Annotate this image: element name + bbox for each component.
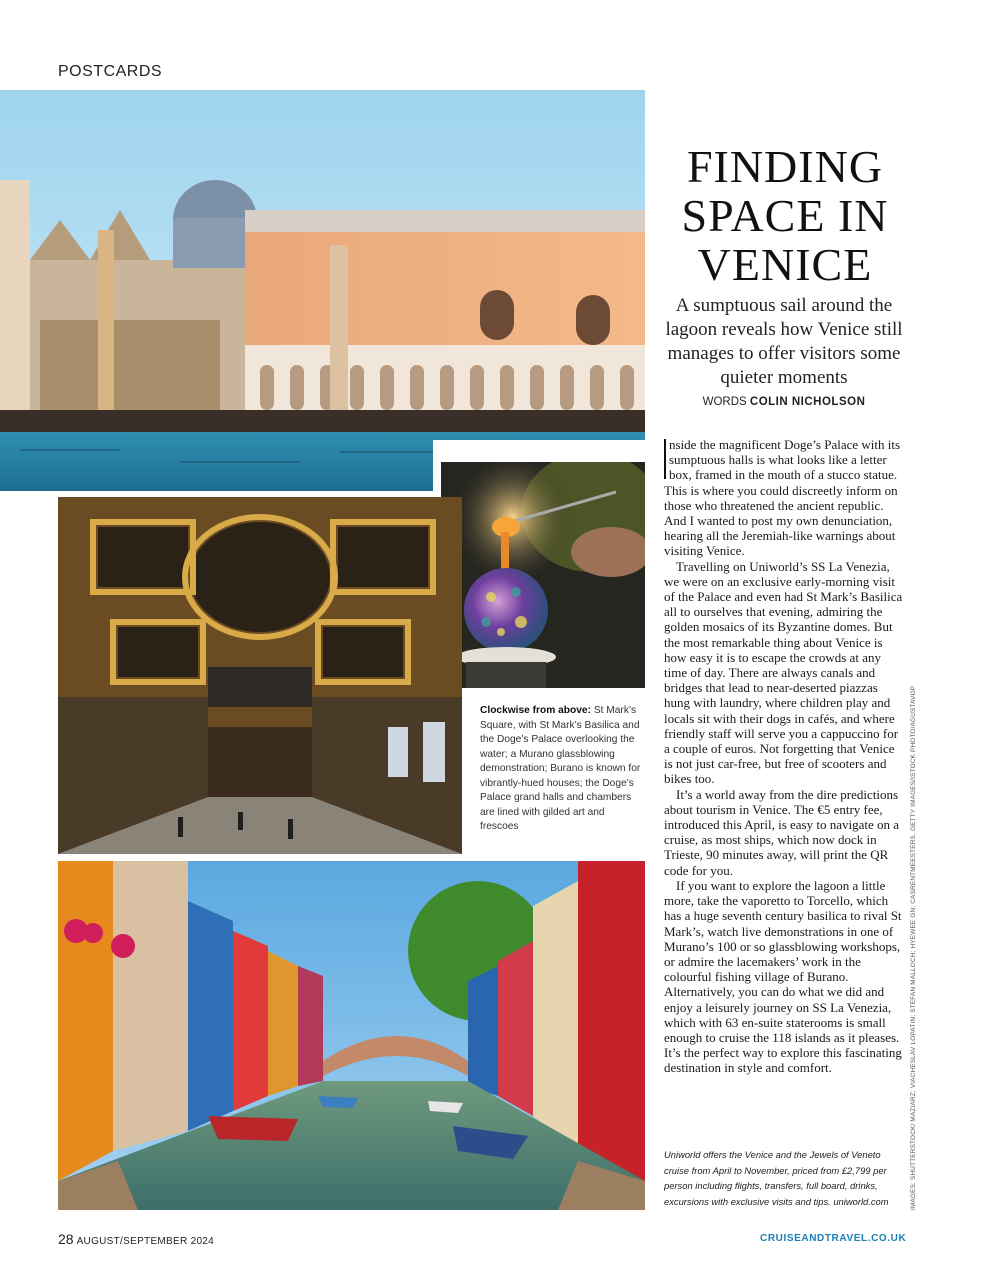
website-link[interactable]: CRUISEANDTRAVEL.CO.UK: [760, 1233, 907, 1244]
image-credits-text: IMAGES: SHUTTERSTOCK/ MAZIARZ; VIACHESLAV LOPATIN; STEFAN MALLOCH; HYEWEE GN; CASRENTMEESTERS, GETTY IMAGES/ISTOCK PHOTO/AGUSTAVOP: [910, 685, 917, 1210]
headline-line-1: FINDING: [686, 141, 884, 192]
headline-line-3: VENICE: [697, 239, 873, 290]
photo-caption: [480, 704, 644, 835]
page-number: 28: [58, 1231, 74, 1247]
body-paragraph-3: It’s a world away from the dire predictions about tourism in Venice. The €5 entry fee, introduced this April, is easy to navigate on a cruise, as most ships, which now dock in Trieste, 90 minutes away, will print the QR code for you.: [664, 786, 900, 878]
image-credits: [902, 685, 922, 1210]
caption-heading: Clockwise from above:: [480, 705, 591, 716]
photo-murano-glassblowing: [441, 462, 645, 688]
photo-burano-canal: [58, 861, 645, 1210]
body-paragraph-4: If you want to explore the lagoon a little more, take the vaporetto to Torcello, which has a huge seventh century basilica to rival St Mark’s, watch live demonstrations in one of Murano’s 100 or so glassblowing workshops, or admire the lacemakers’ work in the colourful fishing village of Burano. Alternatively, you can do what we did and enjoy a leisurely journey on SS La Venezia, which with 63 en-suite staterooms is small enough to cruise the 118 islands as it pleases. It’s the perfect way to explore this fascinating destination in style and comfort.: [664, 877, 902, 1076]
section-label: POSTCARDS: [58, 63, 163, 80]
byline-author: COLIN NICHOLSON: [749, 396, 866, 408]
page-folio: [58, 1231, 214, 1247]
byline: [658, 396, 910, 408]
body-paragraph-2: Travelling on Uniworld’s SS La Venezia, we were on an exclusive early-morning visit of the Palace and even had St Mark’s Basilica all to ourselves that evening, admiring the golden mosaics of its Byzantine domes. But the most remarkable thing about Venice is how easy it is to escape the crowds at any time of day. There are always canals and bridges that lead to near-deserted piazzas hung with laundry, where children play and locals sit with their dogs in cafés, and where friendly staff will serve you a cappuccino for a couple of euros. Not forgetting that Venice is not just car-free, but free of scooters and bikes too.: [664, 558, 903, 787]
issue-date: AUGUST/SEPTEMBER 2024: [76, 1236, 215, 1247]
article-body: [664, 437, 906, 1076]
photo-st-marks-square: [0, 90, 645, 491]
promo-note: Uniworld offers the Venice and the Jewels of Veneto cruise from April to November, priced from £2,799 per person including flights, transfers, full board, drinks, excursions with exclusive visits and tips. uniworld.com: [664, 1149, 889, 1207]
headline: [655, 142, 915, 289]
standfirst: A sumptuous sail around the lagoon reveals how Venice still manages to offer visitors some quieter moments: [665, 295, 903, 388]
headline-line-2: SPACE IN: [681, 190, 889, 241]
photo-doges-palace-hall: [58, 497, 462, 854]
caption-text: St Mark’s Square, with St Mark’s Basilica and the Doge’s Palace overlooking the water; a Murano glassblowing demonstration; Burano is known for vibrantly-hued houses; the Doge’s Palace grand halls and chambers are lined with gilded art and frescoes: [480, 705, 641, 832]
byline-prefix: WORDS: [702, 396, 747, 408]
body-paragraph-1: nside the magnificent Doge’s Palace with its sumptuous halls is what looks like a letter box, framed in the mouth of a stucco statue. This is where you could discreetly inform on those who threatened the ancient republic. And I wanted to post my own denunciation, hearing all the Jeremiah-like warnings about visiting Venice.: [664, 437, 906, 559]
